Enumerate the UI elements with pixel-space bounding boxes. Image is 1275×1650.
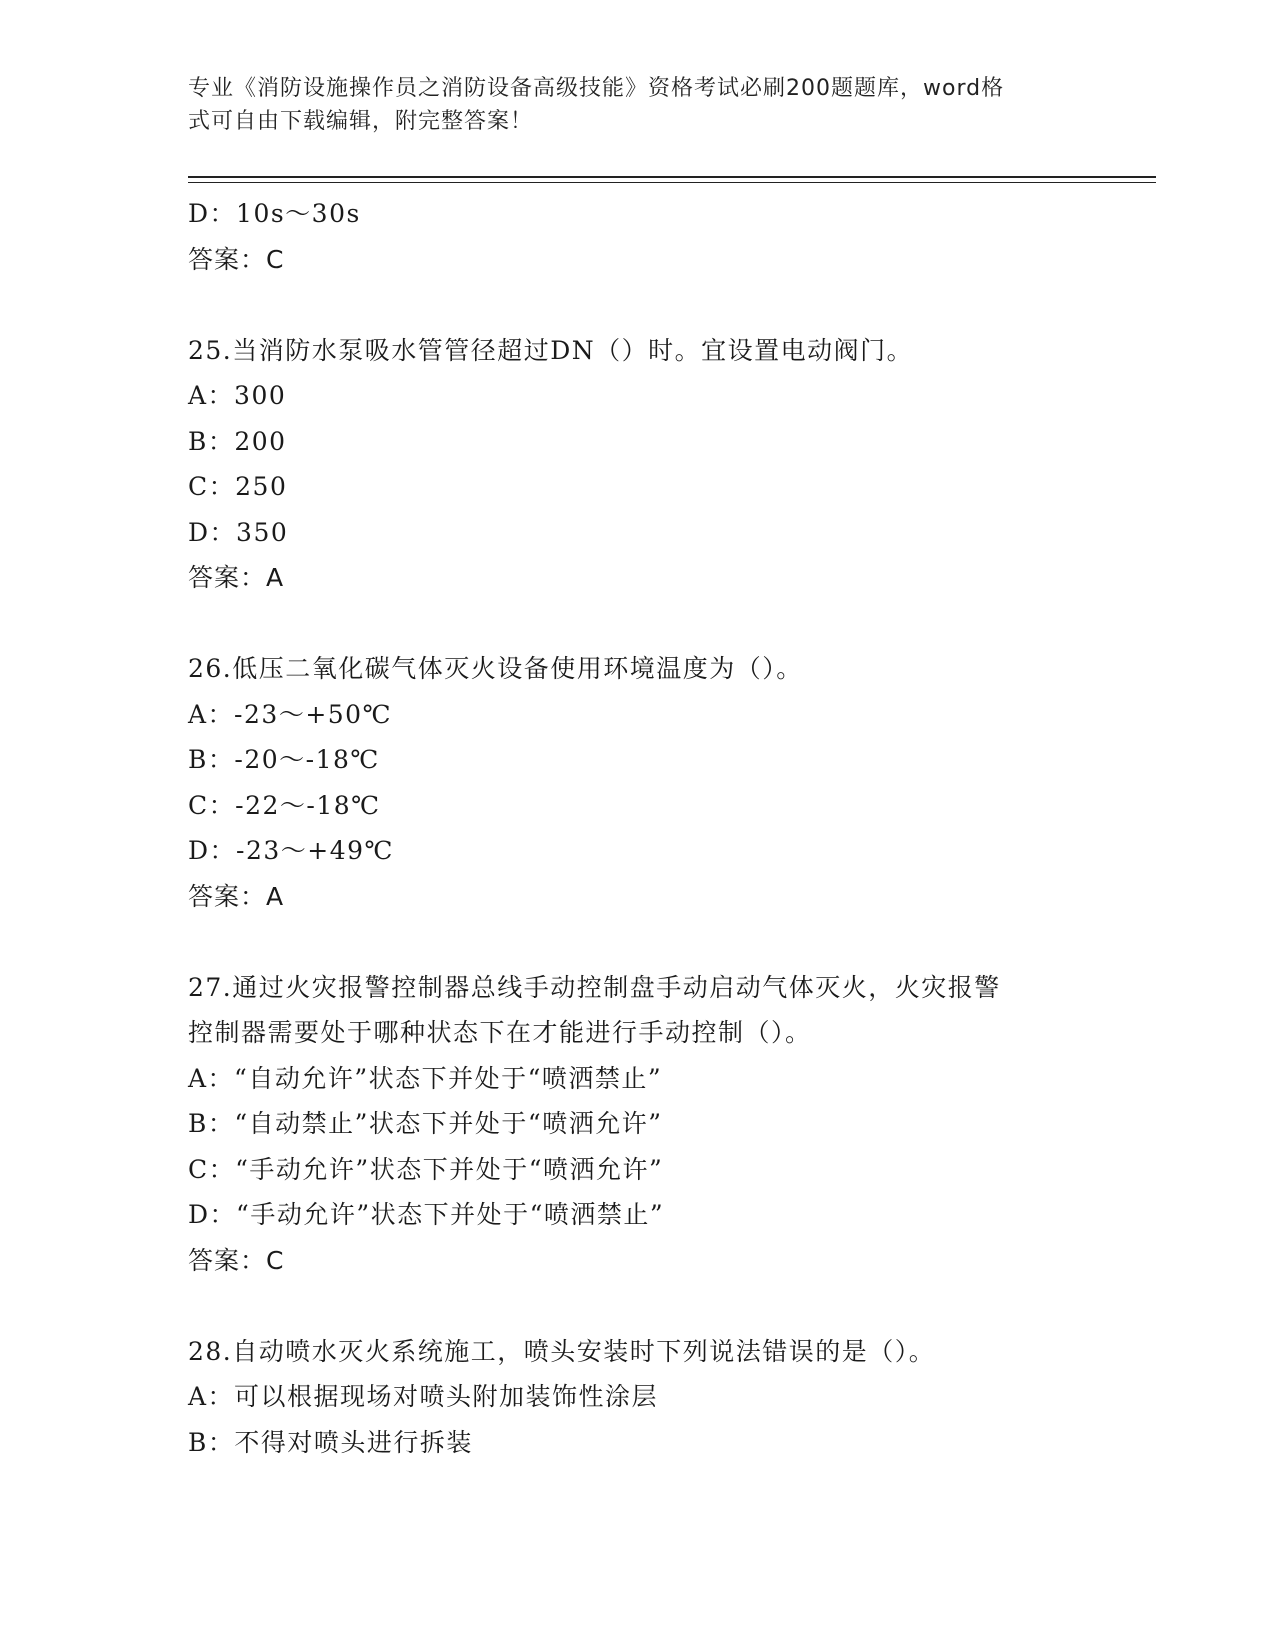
q25-option-b: B：200: [188, 426, 287, 456]
spacer: [188, 1283, 1088, 1329]
q27-option-b: B：“自动禁止”状态下并处于“喷洒允许”: [188, 1109, 663, 1138]
q27-option-d: D：“手动允许”状态下并处于“喷洒禁止”: [188, 1200, 665, 1229]
spacer: [188, 282, 1088, 328]
q28-stem: 28.自动喷水灭火系统施工，喷头安装时下列说法错误的是（）。: [188, 1336, 936, 1366]
q26-option-b: B：-20～-18℃: [188, 745, 380, 774]
q27-stem-line-2: 控制器需要处于哪种状态下在才能进行手动控制（）。: [188, 1018, 812, 1047]
spacer: [188, 919, 1088, 965]
q28-option-a: A：可以根据现场对喷头附加装饰性涂层: [188, 1382, 659, 1411]
q27-stem-line-1: 27.通过火灾报警控制器总线手动控制盘手动启动气体灭火，火灾报警: [188, 972, 1001, 1002]
q24-option-d: D：10s～30s: [188, 199, 361, 228]
spacer: [188, 601, 1088, 647]
header-rule-thick: [188, 176, 1156, 178]
header-line-1: 专业《消防设施操作员之消防设备高级技能》资格考试必刷200题题库，word格: [188, 76, 1005, 101]
q27-option-c: C：“手动允许”状态下并处于“喷洒允许”: [188, 1154, 664, 1184]
q25-answer: 答案：A: [188, 563, 285, 592]
document-header: [188, 72, 1068, 138]
q26-option-c: C：-22～-18℃: [188, 790, 381, 820]
q26-option-a: A：-23～+50℃: [188, 699, 393, 729]
q25-option-d: D：350: [188, 517, 289, 547]
q26-option-d: D：-23～+49℃: [188, 836, 395, 865]
q25-option-c: C：250: [188, 472, 288, 501]
question-list: [188, 191, 1088, 1465]
q25-option-a: A：300: [188, 381, 287, 410]
q24-answer: 答案：C: [188, 244, 285, 274]
q26-answer: 答案：A: [188, 881, 285, 911]
q28-option-b: B：不得对喷头进行拆装: [188, 1427, 473, 1457]
q27-option-a: A：“自动允许”状态下并处于“喷洒禁止”: [188, 1063, 663, 1093]
q25-stem: 25.当消防水泵吸水管管径超过DN（）时。宜设置电动阀门。: [188, 335, 914, 365]
header-rule-thin: [188, 182, 1156, 183]
header-line-2: 式可自由下载编辑，附完整答案！: [188, 109, 534, 134]
q26-stem: 26.低压二氧化碳气体灭火设备使用环境温度为（）。: [188, 654, 803, 683]
q27-answer: 答案：C: [188, 1245, 285, 1275]
